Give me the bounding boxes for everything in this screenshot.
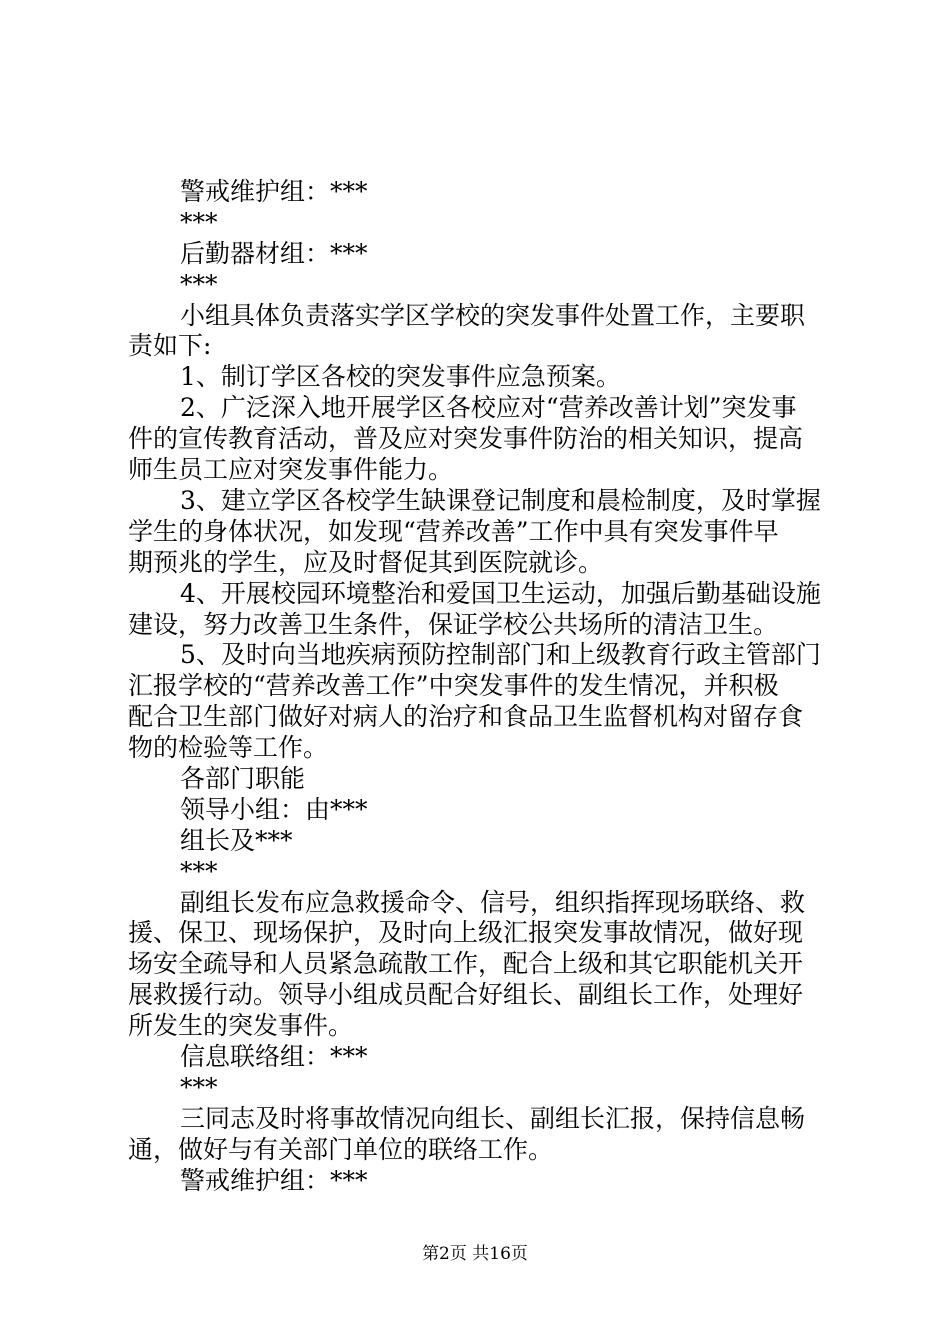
text-line: 小组具体负责落实学区学校的突发事件处置工作，主要职: [180, 301, 806, 330]
text-line: 物的检验等工作。: [128, 733, 329, 762]
text-line: 2、广泛深入地开展学区各校应对“营养改善计划”突发事: [180, 393, 797, 422]
text-line: 警戒维护组：***: [180, 177, 368, 206]
text-line: 5、及时向当地疾病预防控制部门和上级教育行政主管部门: [180, 640, 821, 669]
text-line: 汇报学校的“营养改善工作”中突发事件的发生情况，并积极: [128, 671, 779, 700]
text-line: 建设，努力改善卫生条件，保证学校公共场所的清洁卫生。: [128, 610, 779, 639]
text-line: 三同志及时将事故情况向组长、副组长汇报，保持信息畅: [180, 1104, 806, 1133]
page-number-footer: 第2页 共16页: [422, 1244, 528, 1264]
text-line: 领导小组：由***: [180, 795, 368, 824]
text-line: 信息联络组：***: [180, 1042, 368, 1071]
text-line: 4、开展校园环境整治和爱国卫生运动，加强后勤基础设施: [180, 579, 821, 608]
text-line: 警戒维护组：***: [180, 1166, 368, 1195]
text-line: 所发生的突发事件。: [128, 1011, 354, 1040]
text-line: ***: [180, 208, 218, 237]
text-line: 期预兆的学生，应及时督促其到医院就诊。: [128, 548, 604, 577]
text-line: 配合卫生部门做好对病人的治疗和食品卫生监督机构对留存食: [128, 702, 804, 731]
text-line: 援、保卫、现场保护，及时向上级汇报突发事故情况，做好现: [128, 918, 804, 947]
text-line: 场安全疏导和人员紧急疏散工作，配合上级和其它职能机关开: [128, 949, 804, 978]
text-line: 3、建立学区各校学生缺课登记制度和晨检制度，及时掌握: [180, 486, 821, 515]
text-line: 件的宣传教育活动，普及应对突发事件防治的相关知识，提高: [128, 424, 804, 453]
text-line: 1、制订学区各校的突发事件应急预案。: [180, 362, 621, 391]
text-line: ***: [180, 1073, 218, 1102]
text-line: 学生的身体状况，如发现“营养改善”工作中具有突发事件早: [128, 517, 779, 546]
text-line: 通，做好与有关部门单位的联络工作。: [128, 1135, 554, 1164]
text-line: 后勤器材组：***: [180, 239, 368, 268]
text-line: 各部门职能: [180, 764, 306, 793]
text-line: 责如下:: [128, 331, 212, 360]
text-line: ***: [180, 270, 218, 299]
text-line: ***: [180, 857, 218, 886]
text-line: 副组长发布应急救援命令、信号，组织指挥现场联络、救: [180, 888, 806, 917]
text-line: 组长及***: [180, 826, 293, 855]
text-line: 师生员工应对突发事件能力。: [128, 455, 454, 484]
text-line: 展救援行动。领导小组成员配合好组长、副组长工作，处理好: [128, 980, 804, 1009]
